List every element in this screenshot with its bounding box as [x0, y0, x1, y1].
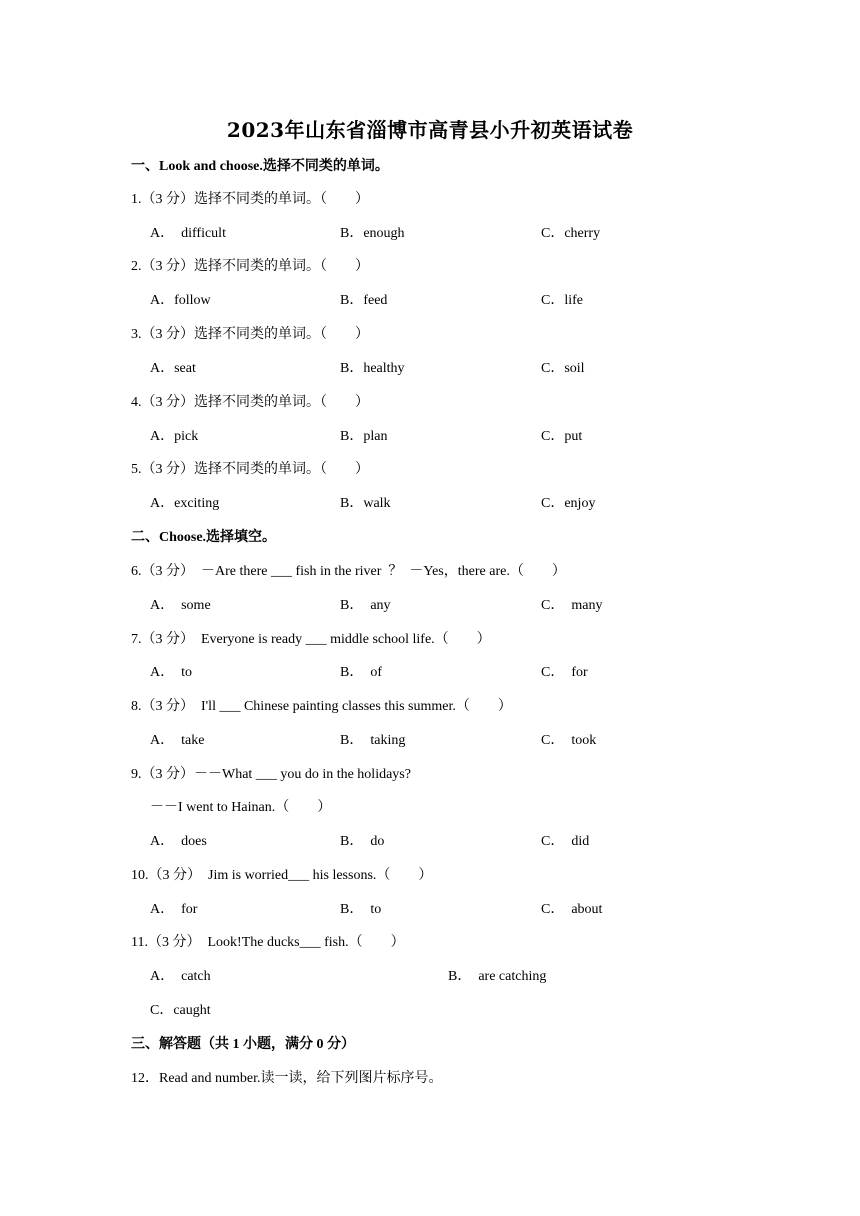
question-10-stem: 10.（3 分） Jim is worried___ his lessons.（ ）	[131, 868, 433, 883]
question-9-option-c: C． did	[541, 834, 590, 849]
section-heading-3: 三、解答题（共 1 小题，满分 0 分）	[131, 1037, 355, 1052]
question-2-stem: 2.（3 分）选择不同类的单词。（ ）	[131, 259, 369, 274]
question-5-option-b: B．walk	[340, 496, 391, 511]
question-1-option-c: C．cherry	[541, 226, 601, 241]
question-10-option-a: A． for	[150, 902, 198, 917]
question-9-option-a: A． does	[150, 834, 207, 849]
question-11-option-c: C．caught	[150, 1003, 211, 1018]
question-3-option-b: B．healthy	[340, 361, 405, 376]
question-2-option-a: A．follow	[150, 293, 211, 308]
question-3-option-c: C．soil	[541, 361, 585, 376]
question-8-option-b: B． taking	[340, 733, 406, 748]
question-12-stem: 12．Read and number.读一读，给下列图片标序号。	[131, 1071, 443, 1086]
question-2-option-b: B．feed	[340, 293, 388, 308]
question-6-option-b: B． any	[340, 598, 391, 613]
question-3-stem: 3.（3 分）选择不同类的单词。（ ）	[131, 327, 369, 342]
question-7-stem: 7.（3 分） Everyone is ready ___ middle school life.（ ）	[131, 632, 491, 647]
question-1-option-a: A． difficult	[150, 226, 226, 241]
question-5-stem: 5.（3 分）选择不同类的单词。（ ）	[131, 462, 369, 477]
question-7-option-b: B． of	[340, 665, 382, 680]
question-11-option-b: B． are catching	[448, 969, 547, 984]
question-1-stem: 1.（3 分）选择不同类的单词。（ ）	[131, 192, 369, 207]
page-title: 2023年山东省淄博市高青县小升初英语试卷	[226, 118, 634, 142]
question-6-option-a: A． some	[150, 598, 211, 613]
question-4-option-a: A．pick	[150, 429, 199, 444]
question-6-option-c: C． many	[541, 598, 603, 613]
question-8-option-a: A． take	[150, 733, 205, 748]
question-7-option-c: C． for	[541, 665, 588, 680]
question-10-option-b: B． to	[340, 902, 382, 917]
question-2-option-c: C．life	[541, 293, 583, 308]
question-5-option-a: A．exciting	[150, 496, 220, 511]
section-heading-2: 二、Choose.选择填空。	[131, 530, 277, 545]
question-6-stem: 6.（3 分） －Are there ___ fish in the river ？ －Yes，there are.（ ）	[131, 564, 566, 579]
section-heading-1: 一、Look and choose.选择不同类的单词。	[131, 159, 389, 174]
question-9-stem: 9.（3 分）－－What ___ you do in the holidays?	[131, 767, 411, 782]
question-11-stem: 11.（3 分） Look!The ducks___ fish.（ ）	[131, 935, 405, 950]
question-10-option-c: C． about	[541, 902, 603, 917]
question-8-option-c: C． took	[541, 733, 597, 748]
question-3-option-a: A．seat	[150, 361, 196, 376]
question-5-option-c: C．enjoy	[541, 496, 596, 511]
question-11-option-a: A． catch	[150, 969, 211, 984]
question-8-stem: 8.（3 分） I'll ___ Chinese painting classes this summer.（ ）	[131, 699, 512, 714]
question-4-stem: 4.（3 分）选择不同类的单词。（ ）	[131, 395, 369, 410]
question-4-option-b: B．plan	[340, 429, 388, 444]
question-4-option-c: C．put	[541, 429, 583, 444]
question-9-option-b: B． do	[340, 834, 385, 849]
question-1-option-b: B．enough	[340, 226, 405, 241]
question-7-option-a: A． to	[150, 665, 192, 680]
question-9-response: －－I went to Hainan.（ ）	[150, 800, 332, 815]
